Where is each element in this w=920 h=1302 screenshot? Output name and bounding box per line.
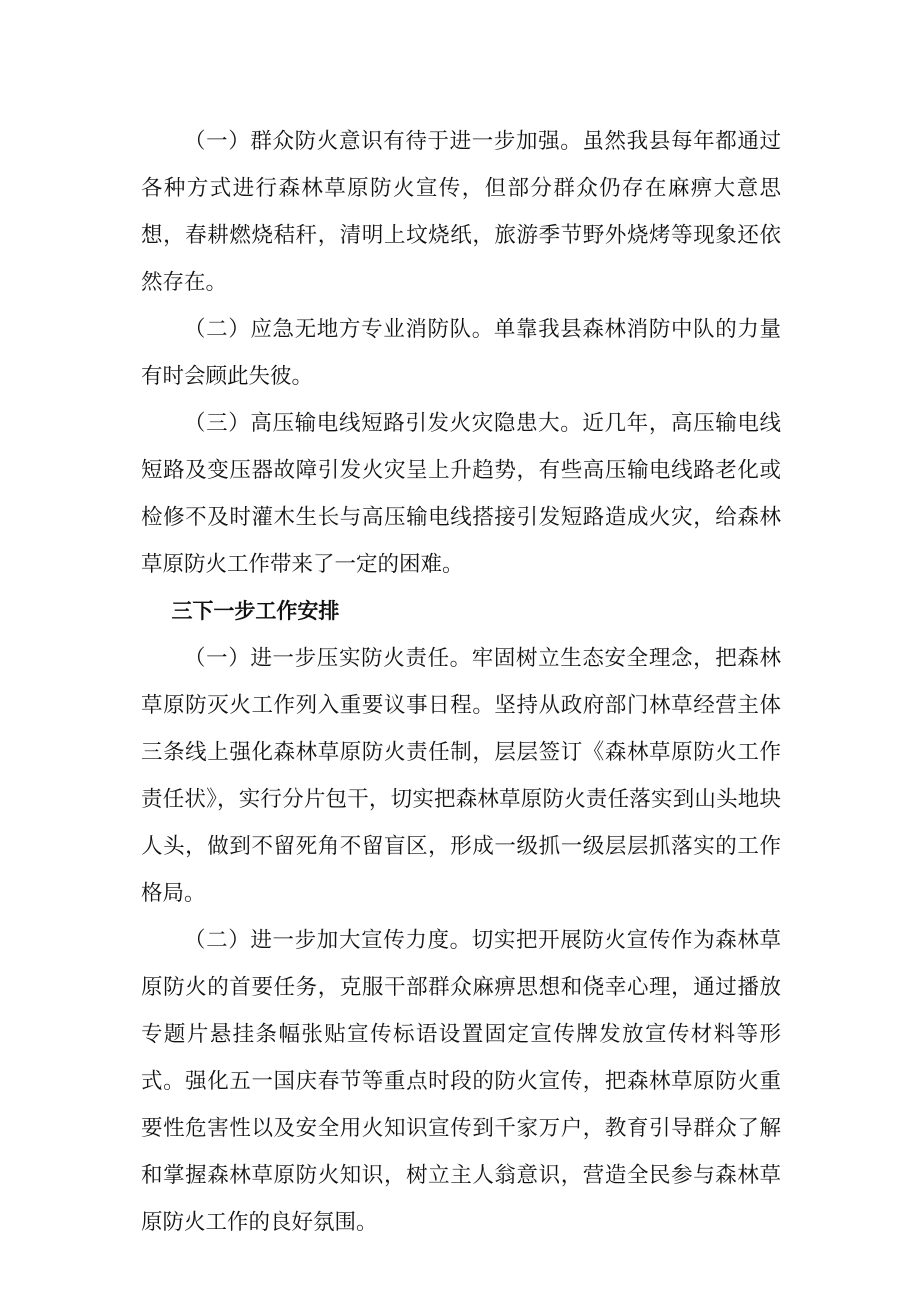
document-body bbox=[141, 118, 781, 1246]
paragraph-4: （一）进一步压实防火责任。牢固树立生态安全理念，把森林草原防灭火工作列入重要议事日程。坚持从政府部门林草经营主体三条线上强化森林草原防火责任制，层层签订《森林草原防火工作责任状》，实行分片包干，切实把森林草原防火责任落实到山头地块人头，做到不留死角不留盲区，形成一级抓一级层层抓落实的工作格局。 bbox=[141, 646, 781, 906]
paragraph-5: （二）进一步加大宣传力度。切实把开展防火宣传作为森林草原防火的首要任务，克服干部群众麻痹思想和侥幸心理，通过播放专题片悬挂条幅张贴宣传标语设置固定宣传牌发放宣传材料等形式。强化五一国庆春节等重点时段的防火宣传，把森林草原防火重要性危害性以及安全用火知识宣传到千家万户，教育引导群众了解和掌握森林草原防火知识，树立主人翁意识，营造全民参与森林草原防火工作的良好氛围。 bbox=[141, 928, 781, 1235]
section-heading: 三下一步工作安排 bbox=[171, 599, 340, 623]
paragraph-3: （三）高压输电线短路引发火灾隐患大。近几年，高压输电线短路及变压器故障引发火灾呈上升趋势，有些高压输电线路老化或检修不及时灌木生长与高压输电线搭接引发短路造成火灾，给森林草原防火工作带来了一定的困难。 bbox=[141, 411, 781, 577]
paragraph-1: （一）群众防火意识有待于进一步加强。虽然我县每年都通过各种方式进行森林草原防火宣传，但部分群众仍存在麻痹大意思想，春耕燃烧秸秆，清明上坟烧纸，旅游季节野外烧烤等现象还依然存在。 bbox=[141, 129, 781, 295]
paragraph-2: （二）应急无地方专业消防队。单靠我县森林消防中队的力量有时会顾此失彼。 bbox=[141, 317, 781, 389]
